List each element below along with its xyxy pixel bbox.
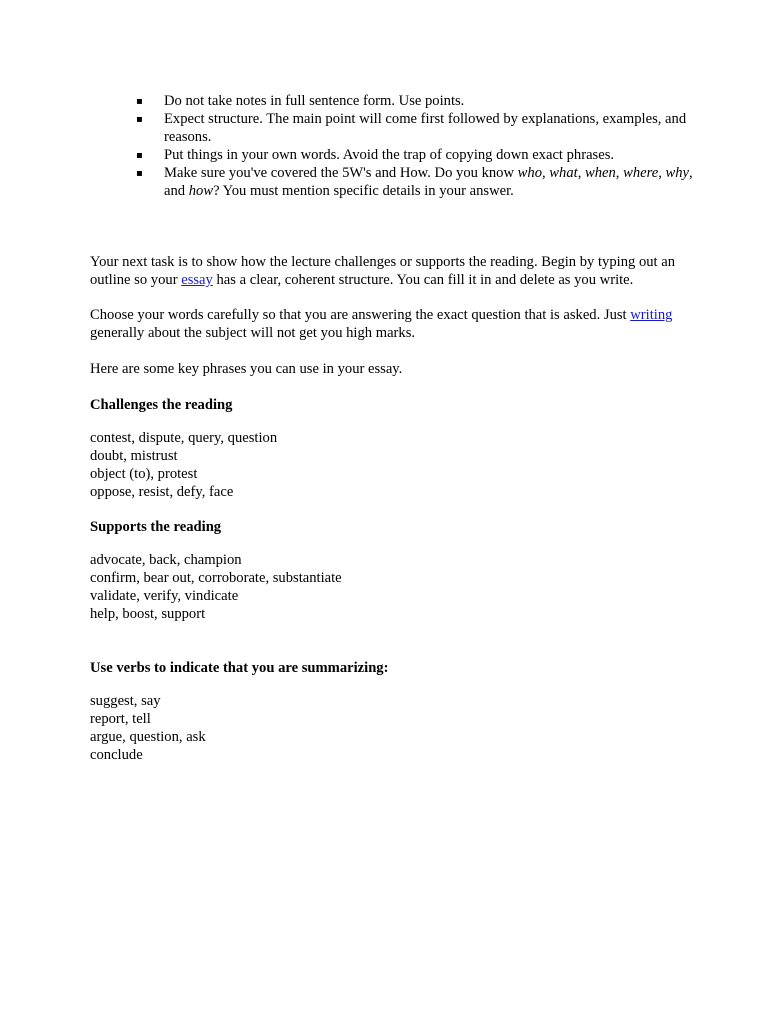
square-bullet-icon: ▪ [136, 96, 143, 107]
challenges-phrase-line: doubt, mistrust [90, 447, 178, 464]
heading-summarizing-verbs: Use verbs to indicate that you are summarizing: [90, 660, 389, 676]
summarizing-verb-line: report, tell [90, 710, 151, 727]
tip-text: Do not take notes in full sentence form. Use points. [164, 93, 465, 109]
supports-phrase-line: advocate, back, champion [90, 552, 242, 568]
tip-text: Put things in your own words. Avoid the trap of copying down exact phrases. [164, 146, 615, 163]
paragraph-next-task-text-before: Your next task is to show how the lecture challenges or supports the reading. Begin by typing out an outline so your [90, 254, 676, 288]
essay-link[interactable]: essay [181, 271, 213, 288]
tip-emphasis-word: how [188, 182, 214, 199]
challenges-phrase-line: oppose, resist, defy, face [90, 483, 234, 500]
paragraph-choose-words [90, 307, 690, 343]
challenges-phrase-list [90, 430, 690, 502]
tip-text: , [577, 164, 585, 181]
summarizing-verb-line: conclude [90, 746, 143, 763]
tip-emphasis-word: why [665, 164, 690, 181]
tips-bullet-list [136, 93, 696, 200]
tip-text: , and [164, 164, 693, 199]
tip-text: , [615, 164, 624, 181]
supports-phrase-list [90, 552, 690, 624]
tip-text: , [658, 164, 666, 181]
tip-text: ? You must mention specific details in your answer. [213, 182, 514, 199]
paragraph-next-task [90, 254, 690, 290]
tip-bullet-item [136, 165, 696, 201]
paragraph-next-task-text-after: has a clear, coherent structure. You can fill it in and delete as you write. [212, 271, 634, 288]
tip-emphasis-word: what [549, 164, 578, 181]
tip-emphasis-word: who [517, 164, 542, 181]
tip-emphasis-word: when [584, 164, 616, 181]
tip-bullet-item [136, 93, 696, 111]
supports-phrase-line: confirm, bear out, corroborate, substantiate [90, 569, 342, 586]
writing-link[interactable]: writing [630, 307, 673, 323]
challenges-phrase-line: object (to), protest [90, 465, 198, 482]
supports-phrase-line: validate, verify, vindicate [90, 587, 239, 604]
square-bullet-icon: ▪ [136, 149, 143, 161]
tip-emphasis-word: where [623, 164, 659, 181]
heading-challenges-reading: Challenges the reading [90, 397, 233, 413]
summarizing-verb-line: suggest, say [90, 693, 161, 709]
tip-bullet-item [136, 147, 696, 165]
paragraph-choose-words-text-before: Choose your words carefully so that you are answering the exact question that is asked. Just [90, 307, 631, 323]
paragraph-key-phrases: Here are some key phrases you can use in your essay. [90, 361, 403, 377]
square-bullet-icon: ▪ [136, 113, 143, 125]
paragraph-choose-words-text-after: generally about the subject will not get you high marks. [90, 324, 416, 341]
tip-text: Make sure you've covered the 5W's and How. Do you know [164, 164, 518, 181]
summarizing-verb-line: argue, question, ask [90, 728, 206, 745]
tip-text: Expect structure. The main point will come first followed by explanations, examples, and reasons. [164, 110, 687, 145]
tip-text: , [542, 164, 550, 181]
summarizing-verb-list [90, 693, 690, 765]
challenges-phrase-line: contest, dispute, query, question [90, 430, 278, 446]
heading-supports-reading: Supports the reading [90, 519, 222, 535]
tip-bullet-item [136, 111, 696, 147]
supports-phrase-line: help, boost, support [90, 605, 206, 622]
square-bullet-icon: ▪ [136, 167, 143, 179]
